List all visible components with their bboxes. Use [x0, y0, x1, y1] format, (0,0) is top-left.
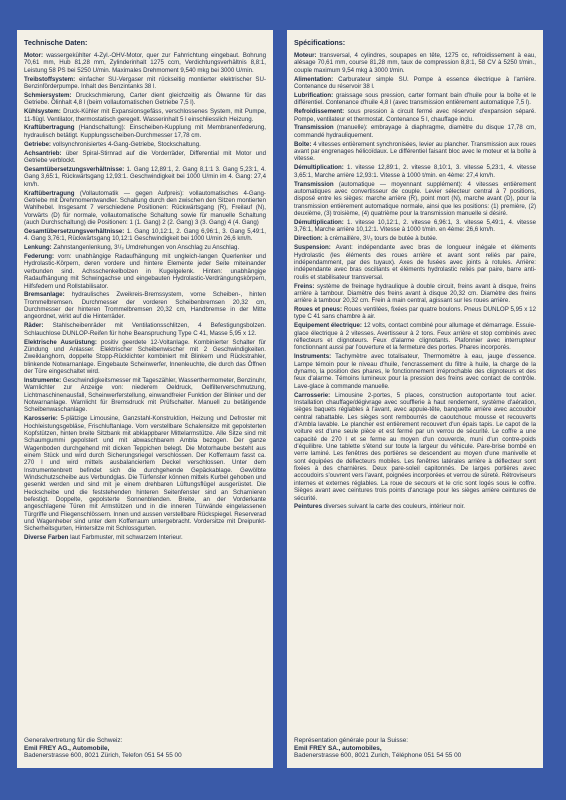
spec-heading: Instrumente: — [24, 377, 62, 384]
spec-heading: Treibstoffsystem: — [24, 75, 76, 83]
spec-text: Stahlscheibenräder mit Ventilationsschlitzen, 4 Befestigungsbolzen. Schlauchlose DUNLOP-Reifen für hohe Beanspruchung Type C 41, Masse 5,95 x 12. — [24, 322, 266, 337]
spec-heading: Démultiplication: — [294, 218, 344, 226]
spec-heading: Moteur: — [294, 52, 317, 59]
spec-text: transversal, 4 cylindres, soupapes en tête, 1275 cc, refroidissement à eau, alésage 70,61 mm, course 81,28 mm, taux de compression 8,8:1, 58 CV à 5250 t/min., couple maximum 9,54 mkg à 3000 t/min. — [294, 52, 536, 74]
german-dealer-address: Badenerstrasse 600, 8021 Zürich, Telefon 051 54 55 00 — [24, 752, 182, 760]
spec-section — [294, 283, 536, 305]
spec-heading: Peintures — [294, 503, 322, 511]
spec-heading: Boîte: — [294, 140, 312, 148]
french-spec-panel — [287, 30, 543, 768]
spec-text: Avant: indépendante avec bras de longueur inégale et éléments Hydrolastic (les éléments des roues arrière et avant sont reliés par paire, indépendamment, par des tuyaux). Axes de fusées avec joints à rotules. Arrière: indépendante avec bras oscillants et éléments hydrolastic reliés par paire, barre anti-roulis et stabilisateur transversal. — [294, 244, 536, 281]
spec-section — [24, 253, 266, 290]
spec-text: Roues ventilées, fixées par quatre boulons. Pneus DUNLOP 5,95 x 12 type C 41 sans chambre à air. — [294, 306, 536, 321]
spec-section — [294, 322, 536, 351]
spec-section — [294, 141, 536, 163]
spec-heading: Instruments: — [294, 353, 332, 361]
spec-heading: Gesamtübersetzungsverhältnisse: — [24, 165, 125, 173]
spec-heading: Elektrische Ausrüstung: — [24, 338, 97, 346]
spec-text: 5-plätzige Limousine, Ganzstahl-Konstruktion, Heizung und Defroster mit Hochleistungsgebläse, Frischluftanlage. Vorn verstellbare Schalensitze mit gepolsterten Kopfstützen, hinten breite Sitzbank mit abklappbarer Mittelarmstütze. Alle Sitze sind mit Schaumgummi gepolstert und mit abwaschbarem Ambla bezogen. Der ganze Wagenboden durchgehend mit dicken Teppichen belegt. Die Motorhaube besteht aus einem Stück und wird durch Sicherungsriegel verschlossen. Der Kofferraum fasst ca. 270 l und wird mittels ausbalanciertem Deckel verschlossen. Unter dem Instrumentenbrett befindet sich die durchgehende Gepäckablage. Gewölbte Windschutzscheibe aus Verbundglas. Die Türfenster können mittels Kurbel gehoben und gesenkt werden und sind mit je einem drehbaren Lüftungsflügel ausgerüstet. Die Heckscheibe und die feststehenden hinteren Seitenfenster sind an Scharnieren befestigt. Doppelte, gepolsterte Sonnenblenden. Breite, an der Vorderkante angeschlagene Türen mit Armstützen und in die inneren Türwände eingelassenen Türgriffe und Fliegenschlössern. Innen und aussen verstellbare Rückspiegel. Reserverad und Wagenheber sind unter dem Kofferraum untergebracht. Vordersitze mit Dreipunkt-Sicherheitsgurten, Hintersitze mit Schlossgurten. — [24, 415, 266, 533]
spec-section — [294, 392, 536, 502]
spec-section — [294, 181, 536, 218]
spec-heading: Kraftübertragung — [24, 189, 75, 197]
spec-heading: Kühlsystem: — [24, 108, 61, 116]
spec-text: über Spiral-Stirnrad auf die Vorderräder, Differential mit Motor und Getriebe verblockt. — [24, 149, 266, 165]
spec-heading: Suspension: — [294, 244, 331, 252]
spec-heading: Bremsanlage: — [24, 291, 65, 299]
spec-heading: Karosserie: — [24, 415, 58, 423]
spec-text: Zahnstangenlenkung, 3¹/₃ Umdrehungen von Anschlag zu Anschlag. — [53, 244, 240, 252]
german-footer-lead: Generalvertretung für die Schweiz: — [24, 737, 123, 745]
spec-heading: Lenkung: — [24, 244, 52, 252]
spec-section — [24, 244, 266, 251]
spec-text: Tachymètre avec totalisateur, Thermomètre à eau, jauge d'essence. Lampe témoin pour le niveau d'huile, l'encrassement du filtre à huile, la charge de la dynamo, la position des phares, le fonctionnement irréprochable des clignoteurs et des feux d'alarme. Témoins lumineux pour la pression des freins avec contact de contrôle. Lave-glace à commande manuelle. — [294, 353, 536, 390]
spec-heading: Schmiersystem: — [24, 91, 72, 99]
spec-text: laut Farbmuster, mit schwarzem Interieur. — [70, 534, 183, 542]
spec-text: sous pression à circuit fermé avec réservoir d'expansion séparé. Pompe, ventilateur et thermostat. Contenance 5 l, chauffage inclu. — [294, 108, 536, 123]
french-spec-list — [294, 52, 536, 511]
spec-heading: Direction: — [294, 235, 323, 243]
spec-section — [24, 228, 266, 243]
spec-text: Carburateur simple SU. Pompe à essence électrique à l'arrière. Contenance du réservoir 38 l. — [294, 75, 536, 90]
spec-section — [294, 503, 536, 510]
spec-text: 4 vitesses entièrement synchronisées, levier au plancher. Transmission aux roues avant par engrenages hélicoïdaux. Le différentiel faisant bloc avec le moteur et la boîte à vitesse. — [294, 140, 536, 163]
spec-heading: Motor: — [24, 52, 44, 59]
spec-text: vorn: unabhängige Radaufhängung mit ungleich-langen Querlenker und Hydrolastic-Körpern, deren vordere und hintere Elemente jeder Seite miteinander verbunden sind. Achsschenkelbolzen in Kugelgelenk. Hinten: unabhängige Radaufhängung mit Schwingachse und eingebauten Hydrolastic-Verdrängungskörpern, Hilfsfedern und Rollstabilisator. — [24, 253, 266, 290]
spec-text: Druck-Kühler mit Expansionsgefäss, verschlossenes System, mit Pumpe, 11-flügl. Ventilator, thermostatisch geregelt. Wasserinhalt 5 l einschliesslich Heizung. — [24, 108, 266, 123]
spec-section — [294, 244, 536, 281]
spec-section — [294, 108, 536, 123]
spec-text: (automatique — moyennant supplément): 4 vitesses entièrement automatiques avec convertisseur de couple. Levier sélecteur central à 7 positions, disposé entre les sièges: marche arrière (R), point mort (N), marche avant (D), pour la transmission entièrement automatique normale, ainsi que les positions: (1) première, (2) deuxième, (3) troisième, (4) quatrième pour la transmission manuelle si désiré. — [294, 180, 536, 218]
spec-text: à crémaillère, 3¹/₃ tours de butée à butée. — [324, 235, 438, 243]
spec-section — [294, 92, 536, 107]
german-spec-list — [24, 52, 266, 542]
spec-heading: Equipement électrique: — [294, 322, 362, 330]
spec-section — [24, 166, 266, 188]
spec-section — [294, 76, 536, 91]
spec-text: Limousine 2-portes, 5 places, construction autoportante tout acier. Installation chauffage/dégivrage avec soufflerie à haut rendement, système d'aération, sièges baquets réglables à l'avant, avec appuie-tête, banquette arrière avec accoudoir central rabattable. Les sièges sont rembourrés de caoutchouc mousse et recouverts d'Ambla lavable. Le plancher est entièrement recouvert d'un épais tapis. Le capot de la voiture est d'une seule pièce et est fermé par un verrou de sécurité. Le coffre a une capacité de 270 l et se ferme au moyen d'un couvercle, muni d'un contre-poids d'équilibre. Une tablette s'étend sur toute la largeur du véhicule. Pare-brise bombé en verre laminé. Les fenêtres des portières se descendent au moyen d'une manivelle et sont équipées de déflecteurs mobiles. Les fenêtres latérales arrière à déflecteur sont fixées à des charnières. Deux pare-soleil capitonnés. De larges portières avec accoudoirs s'ouvrent vers l'avant, poignées incorporées et verrou de sûreté. Rétroviseurs internes et externes réglables. La roue de secours et le cric sont logés sous le coffre. Sièges avant avec ceintures trois points d'ancrage pour les sièges arrière ceintures de sécurité. — [294, 391, 536, 502]
spec-section — [24, 534, 266, 541]
spec-heading: Räder: — [24, 322, 44, 330]
spec-text: graissage sous pression, carter formant bain d'huile pour la boîte et le différentiel. Contenance d'huile 4,8 l (avec transmission entièrement automatique 7,5 l). — [294, 91, 536, 107]
spec-text: système de freinage hydraulique à double circuit, freins avant à disque, freins arrière à tambour. Diamètre des freins avant à disque 20,32 cm. Diamètre des freins arrière à tambour 20,32 cm. Frein à main central, agissant sur les roues arrière. — [294, 282, 536, 305]
spec-section — [24, 415, 266, 533]
spec-text: 1. Gang 12,89:1, 2. Gang 8,1:1 3. Gang 5,23:1, 4. Gang 3,65:1, Rückwärtsgang 12,93:1. Geschwindigkeit bei 1000 U/min im 4. Gang: 27,4 km/h. — [24, 165, 266, 188]
spec-section — [24, 322, 266, 337]
spec-text: 1. vitesse 12,89:1, 2. vitesse 8,10:1, 3. vitesse 5,23:1, 4. vitesse 3,65:1, Marche arrière 12,93:1. Vitesse à 1000 t/min. en 4ème: 27,4 km/h. — [294, 164, 536, 179]
spec-heading: Diverse Farben — [24, 534, 69, 542]
french-footer-lead: Représentation générale pour la Suisse: — [294, 737, 409, 745]
spec-heading: Federung: — [24, 253, 55, 261]
french-dealer-address: Badenerstrasse 600, 8021 Zurich, Téléphone 051 54 55 00 — [294, 752, 462, 760]
spec-section — [24, 108, 266, 123]
spec-section — [294, 124, 536, 139]
spec-text: 1. Gang 10,12:1, 2. Gang 6,96:1, 3. Gang 5,49:1, 4. Gang 3,76:1, Rückwärtsgang 10,12:1 Geschwindigkeit bei 1000 U/min 26,6 km/h. — [24, 227, 266, 243]
spec-heading: Getriebe: — [24, 140, 51, 148]
spec-text: hydraulisches Zweikreis-Bremssystem, vorne Scheiben-, hinten Trommelbremsen. Durchmesser der vorderen Scheibenbremsen 20,32 cm, Durchmesser der hinteren Trommelbremsen 20,32 cm, Handbremse in der Mitte angeordnet, wirkt auf die Hinterräder. — [24, 291, 266, 321]
french-footer — [294, 737, 536, 760]
spec-text: einfacher SU-Vergaser mit rückseitig montierter elektrischer SU-Benzinförderpumpe. Inhalt des Benzintanks 38 l. — [24, 75, 266, 90]
spec-text: diverses suivant la carte des couleurs, intérieur noir. — [323, 503, 466, 511]
german-dealer-name: Emil FREY AG., Automobile, — [24, 744, 110, 752]
spec-text: (Handschaltung): Einscheiben-Kupplung mit Membranenfederung, hydraulisch betätigt. Kupplungsscheiben-Durchmesser 17,78 cm. — [24, 124, 266, 139]
spec-text: 1. vitesse 10,12:1, 2. vitesse 6,96:1, 3. vitesse 5,49:1, 4. vitesse 3,76:1, Marche arrière 10,12:1. Vitesse à 1000 t/min. en 4ème: 26,6 km/h. — [294, 218, 536, 234]
spec-section — [294, 306, 536, 321]
spec-section — [24, 124, 266, 139]
spec-section — [24, 52, 266, 74]
spec-heading: Démultiplication: — [294, 164, 344, 172]
spec-heading: Alimentation: — [294, 75, 334, 83]
spec-section — [24, 92, 266, 107]
german-footer — [24, 737, 266, 760]
spec-text: (Vollautomatik — gegen Aufpreis): vollautomatisches 4-Gang-Getriebe mit Drehmomentwandler. Schaltung durch den zwischen den Sitzen montierten Wahlhebel. Insgesamt 7 verschiedene Positionen: Rückwärtsgang (R), Freilauf (N), Vorwärts (D) für normale, vollautomatische Schaltung sowie für manuelle Schaltung (auch Durchschaltung) die Positionen: 1 (1. Gang) 2 (2. Gang) 3 (3. Gang) 4 (4. Gang) — [24, 189, 266, 226]
spec-heading: Transmission — [294, 124, 334, 132]
spec-text: Druckschmierung, Carter dient gleichzeitig als Ölwanne für das Getriebe. Ölinhalt 4,8 l (beim vollautomatischen Getriebe 7,5 l). — [24, 91, 266, 107]
spec-text: Geschwindigkeitsmesser mit Tageszähler, Wasserthermometer, Benzinuhr, Warnlichter zur Anzeige von: niederem Oeldruck, Oelfilterverschmutzung, Lichtmaschinenausfall, Scheinwerferstellung, einwandfreier Funktion der Blinker und der Notwarnanlage. Warnlicht für Bremsdruck mit Prüfschalter. Manuell zu betätigende Scheibenwaschanlage. — [24, 377, 266, 414]
spec-section — [294, 353, 536, 390]
spec-heading: Roues et pneus: — [294, 306, 342, 314]
spec-section — [24, 339, 266, 376]
spec-heading: Refroidissement: — [294, 108, 345, 116]
spec-text: positiv geerdete 12-Voltanlage. Kombinierter Schalter für Zündung und Anlasser. Elektrischer Scheibenwischer mit 2 Geschwindigkeiten. Zweiklanghorn, doppelte Stopp-Rücklichter kombiniert mit Blinkern und Rückstrahler, blinkende Notwarnanlage. Eingebaute Scheinwerfer, Innenleuchte, die durch das Öffnen der Türe eingeschaltet wird. — [24, 338, 266, 376]
spec-section — [24, 377, 266, 414]
spec-text: 12 volts, contact combiné pour allumage et démarrage. Essuie-glace électrique à 2 vitesses. Avertisseur à 2 tons. Feux arrière et stop combinés avec réflecteurs et clignoteurs. Feux d'alarme clignotants. Plafonnier avec interrupteur fonctionnant aussi par l'ouverture et la fermeture des portes. Phares incorporés. — [294, 322, 536, 352]
spec-section — [24, 291, 266, 320]
spec-heading: Transmission — [294, 180, 334, 188]
spec-section — [294, 52, 536, 74]
spec-heading: Freins: — [294, 282, 315, 290]
german-spec-panel — [17, 30, 273, 768]
spec-text: (manuelle): embrayage à diaphragme, diamètre du disque 17,78 cm, commandé hydrauliquement. — [294, 124, 536, 139]
french-title: Spécifications: — [294, 38, 346, 47]
spec-heading: Gesamtübersetzungsverhältnisse: — [24, 227, 125, 235]
spec-section — [24, 190, 266, 227]
spec-section — [24, 76, 266, 91]
spec-section — [24, 150, 266, 165]
spec-section — [294, 164, 536, 179]
german-title: Technische Daten: — [24, 38, 88, 47]
spec-section — [24, 141, 266, 148]
spec-text: vollsynchronisiertes 4-Gang-Getriebe, Stockschaltung. — [52, 140, 201, 148]
spec-heading: Lubrification: — [294, 91, 334, 99]
spec-section — [294, 219, 536, 234]
spec-heading: Kraftübertragung — [24, 124, 75, 132]
spec-heading: Carrosserie: — [294, 391, 331, 399]
french-dealer-name: Emil FREY SA., automobiles, — [294, 744, 382, 752]
spec-text: wassergekühlter 4-Zyl.-OHV-Motor, quer zur Fahrrichtung eingebaut. Bohrung 70,61 mm, Hub 81,28 mm, Zylinderinhalt 1275 ccm, Verdichtungsverhältnis 8,8:1, Leistung 58 PS bei 5250 U/min. Maximales Drehmoment 9,540 mkg bei 3000 U/min. — [24, 52, 266, 74]
spec-section — [294, 235, 536, 242]
spec-heading: Achsantrieb: — [24, 149, 62, 157]
